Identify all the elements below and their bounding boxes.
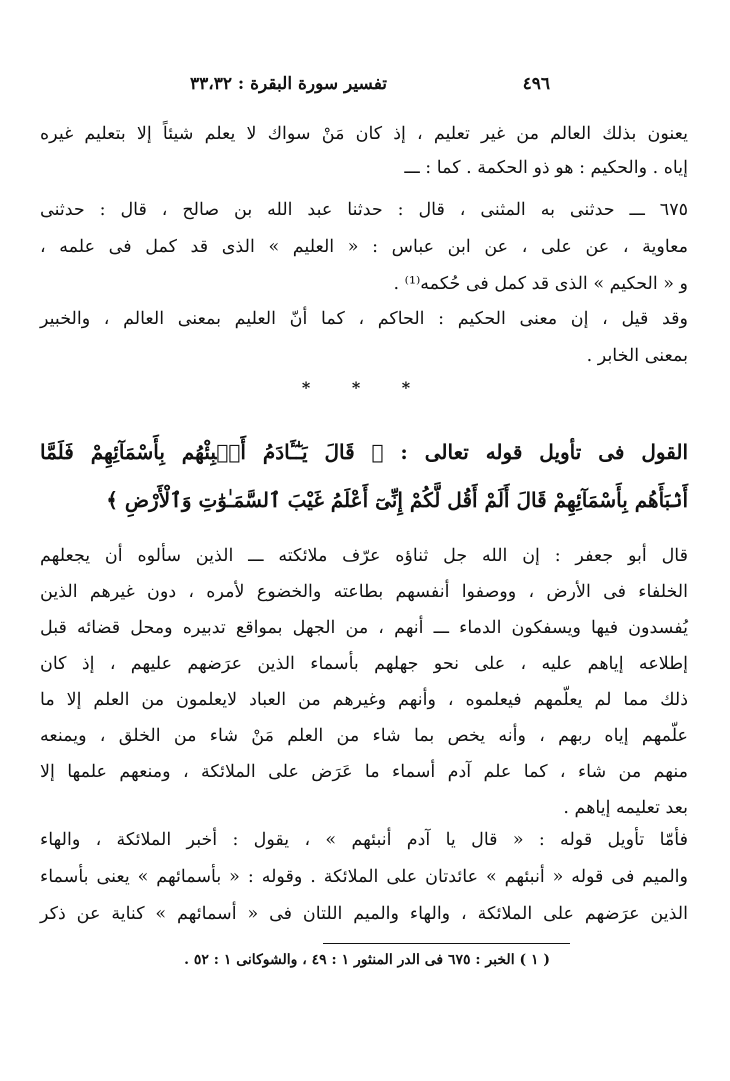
running-title: تفسير سورة البقرة : ٣٣،٣٢ (190, 74, 388, 94)
text-line: الخلفاء فى الأرض ، ووصفوا أنفسهم بطاعته والخضوع لأمره ، دون غيرهم الذين (40, 582, 688, 602)
text-line: منهم من شاء ، كما علم آدم أسماء ما عَرَض على الملائكة ، ومنعهم علمها إلا (40, 762, 688, 782)
text-line: فأمّا تأويل قوله : « قال يا آدم أنبئهم » ، يقول : أخبر الملائكة ، والهاء (40, 830, 688, 850)
text-line: معاوية ، عن على ، عن ابن عباس : « العليم » الذى قد كمل فى علمه ، (40, 237, 688, 257)
text-line: ذلك مما لم يعلّمهم فيعلموه ، وأنهم وغيرهم من العباد لايعلمون من العلم إلا ما (40, 690, 688, 710)
section-separator: * * * (301, 378, 429, 397)
text-line: يعنون بذلك العالم من غير تعليم ، إذ كان مَنْ سواك لا يعلم شيئاً إلا بتعليم غيره (40, 124, 688, 144)
text-line: ٦٧٥ ـــ حدثنى به المثنى ، قال : حدثنا عبد الله بن صالح ، قال : حدثنى (40, 200, 688, 220)
text-line: بمعنى الخابر . (586, 346, 688, 366)
text-line: بعد تعليمه إياهم . (563, 798, 688, 818)
text-line: قال أبو جعفر : إن الله جل ثناؤه عرّف ملائكته ـــ الذين سألوه أن يجعلهم (40, 546, 688, 566)
text-line: إياه . والحكيم : هو ذو الحكمة . كما : ـــ (404, 158, 688, 178)
text-line: الذين عرَضهم على الملائكة ، والهاء والميم اللتان فى « أسمائهم » كناية عن ذكر (40, 904, 688, 924)
page-number: ٤٩٦ (522, 74, 550, 94)
verse-line: أَنۢبَأَهُم بِأَسْمَآئِهِمْ قَالَ أَلَمْ أَقُل لَّكُمْ إِنِّىٓ أَعْلَمُ غَيْبَ ٱلسَّمَـٰوَٰتِ وَٱلْأَرْضِ ﴾ (106, 488, 688, 512)
text-line: علّمهم إياه ربهم ، وأنه يخص بما شاء من العلم مَنْ شاء من الخلق ، ويمنعه (40, 726, 688, 746)
footnote-rule (323, 943, 570, 944)
text-line: وقد قيل ، إن معنى الحكيم : الحاكم ، كما أنّ العليم بمعنى العالم ، والخبير (40, 309, 688, 329)
footnote: ( ١ ) الخبر : ٦٧٥ فى الدر المنثور ١ : ٤٩ ، والشوكانى ١ : ٥٢ . (184, 952, 550, 968)
text-line: و « الحكيم » الذى قد كمل فى حُكمه⁽¹⁾ . (393, 274, 688, 294)
text-line: يُفسدون فيها ويسفكون الدماء ـــ أنهم ، من الجهل بمواقع تدبيره ومحل قضائه قبل (40, 618, 688, 638)
verse-line: القول فى تأويل قوله تعالى : ﴿ قَالَ يَـٰٓـَٔادَمُ أَنۢبِئْهُم بِأَسْمَآئِهِمْ فَلَمَّا (40, 440, 688, 464)
text-line: إطلاعه إياهم عليه ، على نحو جهلهم بأسماء الذين عرَضهم عليهم ، إذ كان (40, 654, 688, 674)
text-line: والميم فى قوله « أنبئهم » عائدتان على الملائكة . وقوله : « بأسمائهم » يعنى بأسماء (40, 867, 688, 887)
page-header (190, 74, 550, 102)
